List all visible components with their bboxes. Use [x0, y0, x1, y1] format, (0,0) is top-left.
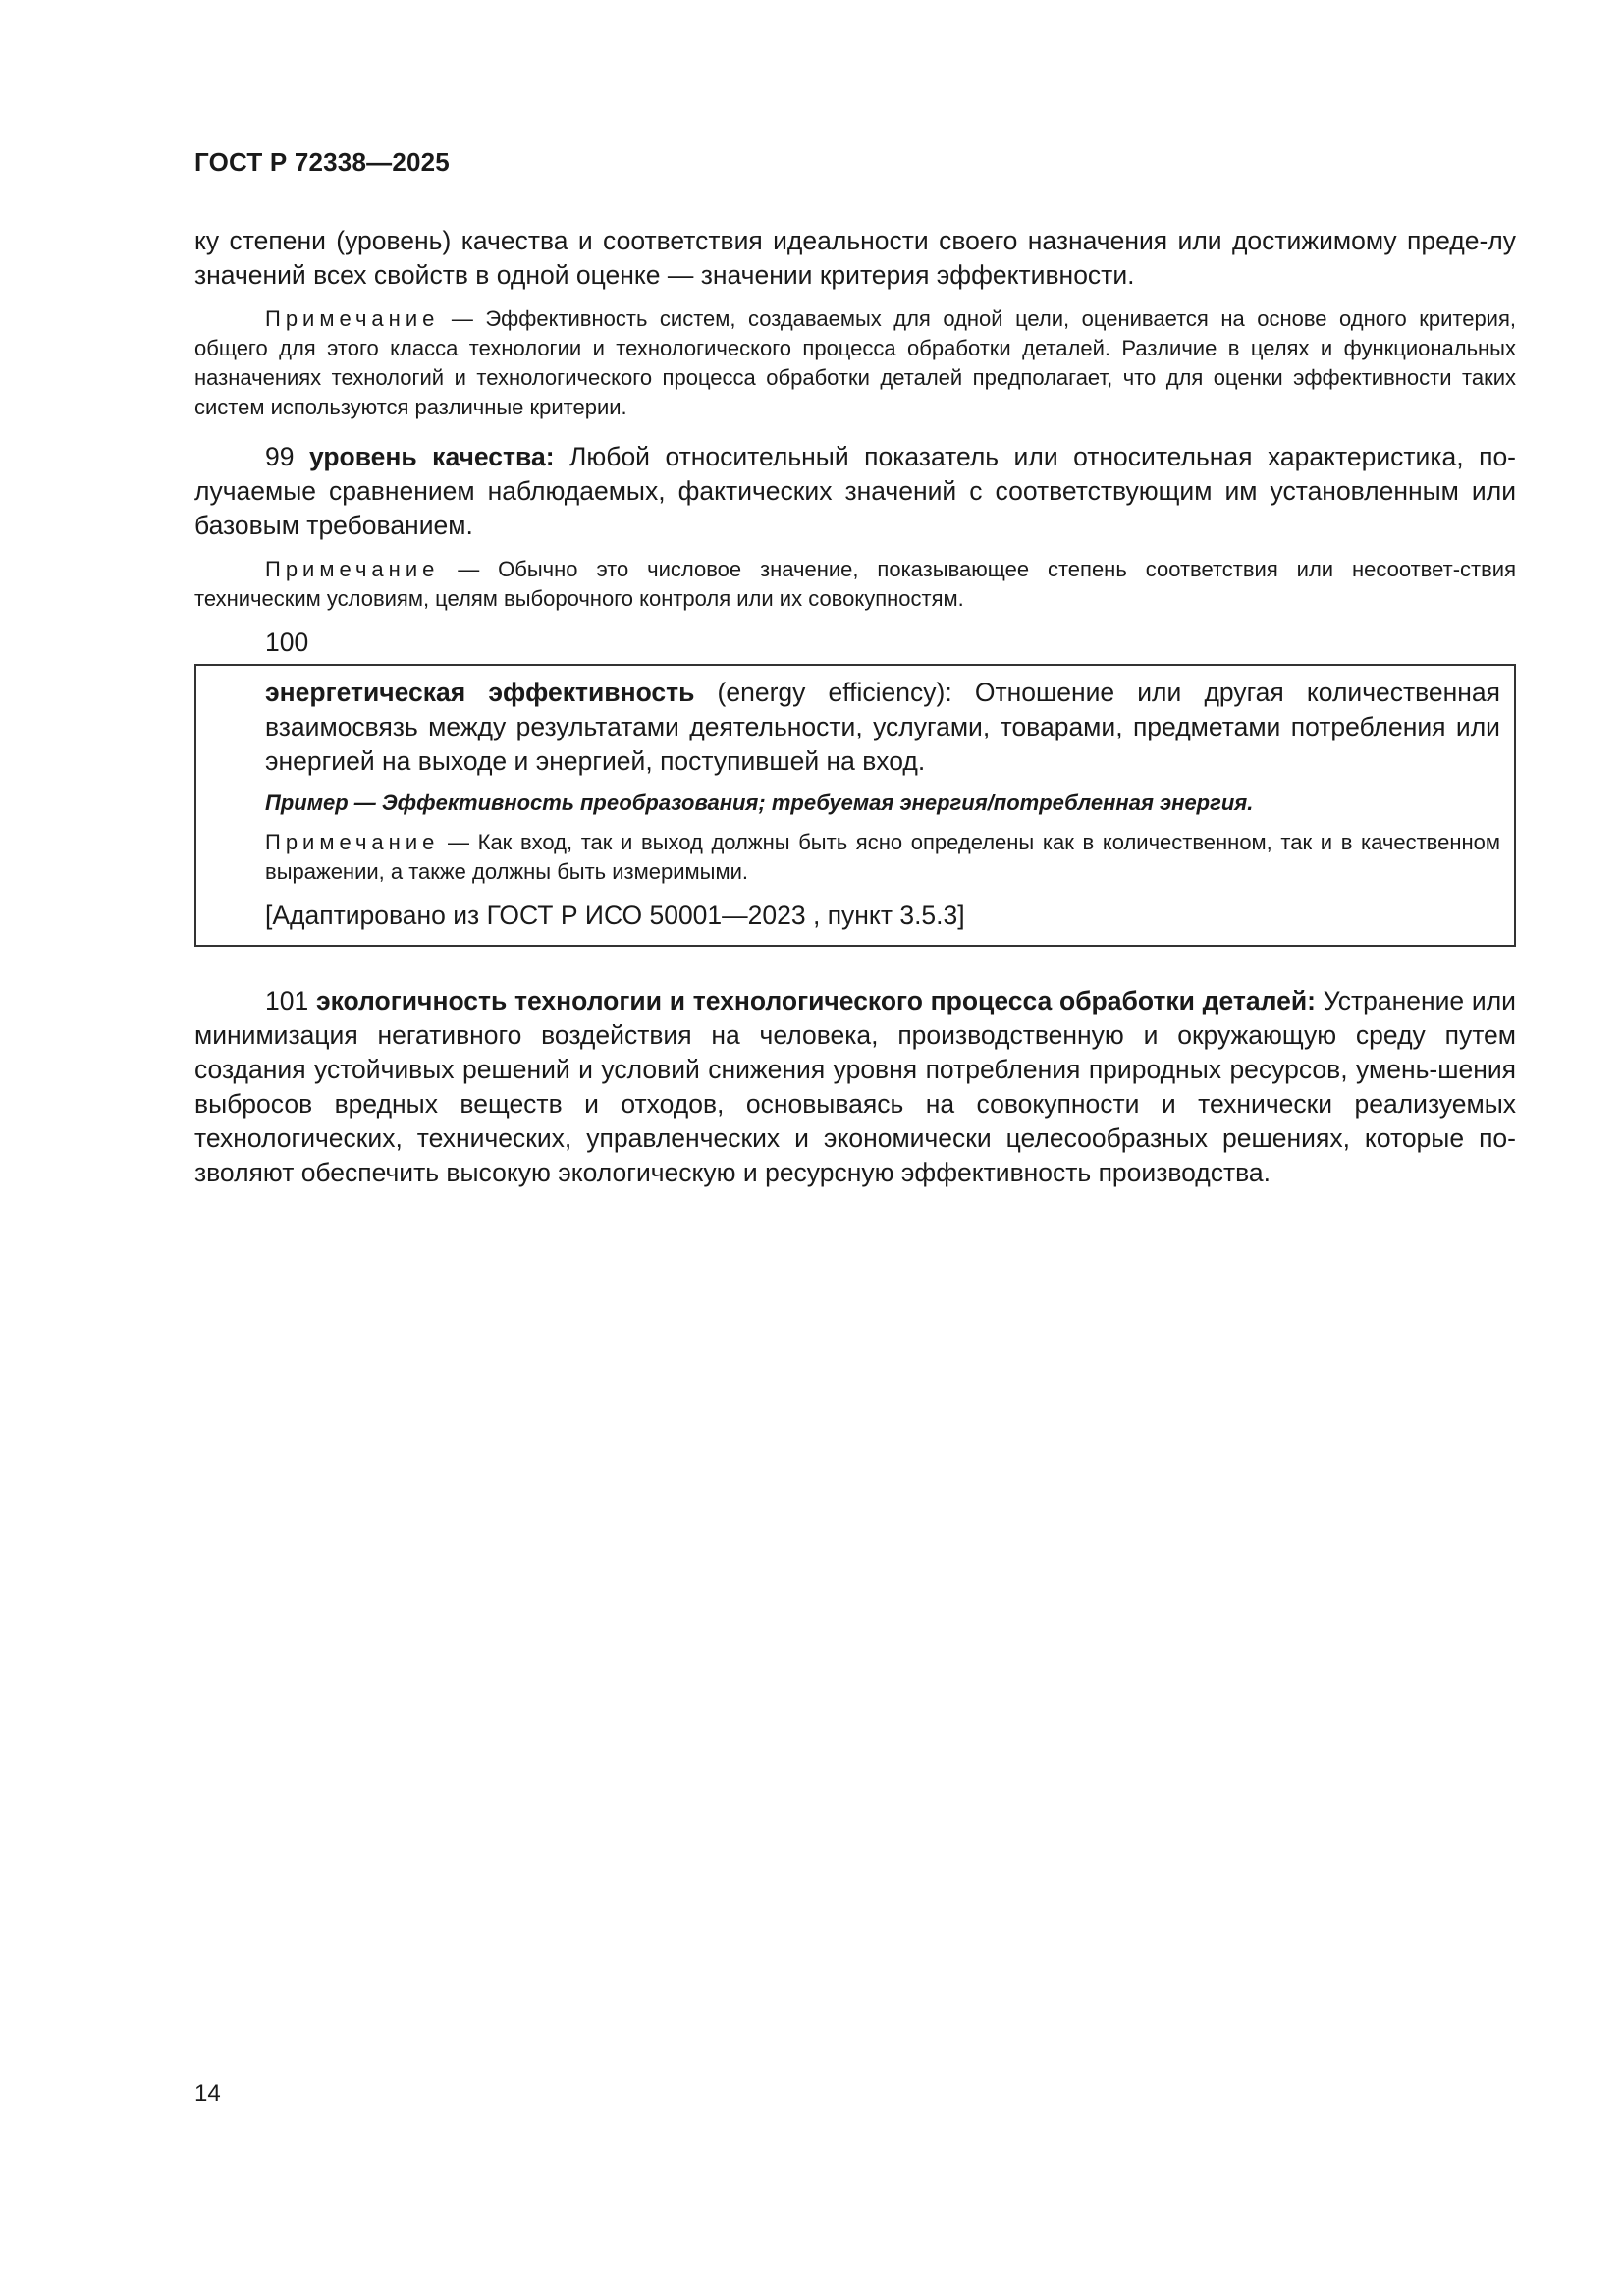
note-label: Примечание [265, 557, 440, 581]
page-number: 14 [194, 2080, 221, 2106]
term-100-source: [Адаптировано из ГОСТ Р ИСО 50001—2023 , пункт 3.5.3] [265, 901, 965, 930]
page-body [194, 224, 1516, 1190]
term-title: уровень качества: [308, 442, 555, 471]
term-100-example: Пример — Эффективность преобразования; требуемая энергия/потребленная энергия. [265, 791, 1254, 815]
note-2 [194, 555, 1516, 614]
term-title: энергетическая эффективность [265, 678, 695, 707]
term-english: (energy efficiency): [694, 678, 952, 707]
note-text: — Как вход, так и выход должны быть ясно определены как в количественном, так и в качественном выражении, а также должны быть измеримыми. [265, 830, 1500, 884]
note-label: Примечание [265, 830, 440, 854]
term-number: 101 [265, 986, 309, 1015]
term-definition: Любой относительный показатель или относительная характеристика, по-лучаемые сравнением наблюдаемых, фактических значений с соответствующим им установленным или базовым требованием. [194, 442, 1517, 540]
term-100-box [194, 664, 1516, 947]
term-100-note [265, 828, 1500, 887]
term-101 [194, 984, 1516, 1190]
term-definition: Отношение или другая количественная взаимосвязь между результатами деятельности, услугами, товарами, предметами потребления или энергией на выходе и энергией, поступившей на вход. [265, 678, 1501, 776]
note-1 [194, 304, 1516, 422]
note-label: Примечание [265, 306, 440, 331]
term-100-definition [265, 676, 1500, 779]
document-id-header: ГОСТ Р 72338—2025 [194, 147, 450, 177]
note-text: — Эффективность систем, создаваемых для одной цели, оценивается на основе одного критерия, общего для этого класса технологии и технологического процесса обработки деталей. Различие в целях и функциональных назначениях технологий и технологического процесса обработки деталей предполагает, что для оценки эффективности таких систем используются различные критерии. [194, 306, 1516, 419]
term-title: экологичность технологии и технологического процесса обработки деталей: [315, 986, 1316, 1015]
term-definition: Устранение или минимизация негативного воздействия на человека, производственную и окружающую среду путем создания устойчивых решений и условий снижения уровня потребления природных ресурсов, умень-шения выбросов вредных веществ и отходов, основываясь на совокупности и технически реализуемых технологических, технических, управленческих и экономически целесообразных решениях, которые по-зволяют обеспечить высокую экологическую и ресурсную эффективность производства. [194, 986, 1516, 1187]
intro-paragraph: ку степени (уровень) качества и соответствия идеальности своего назначения или достижимому преде-лу значений всех свойств в одной оценке — значении критерия эффективности. [194, 226, 1516, 290]
note-text: — Обычно это числовое значение, показывающее степень соответствия или несоответ-ствия техническим условиям, целям выборочного контроля или их совокупностям. [194, 557, 1516, 611]
term-99 [194, 440, 1516, 543]
term-number: 99 [265, 442, 295, 471]
term-100-number: 100 [265, 628, 309, 657]
